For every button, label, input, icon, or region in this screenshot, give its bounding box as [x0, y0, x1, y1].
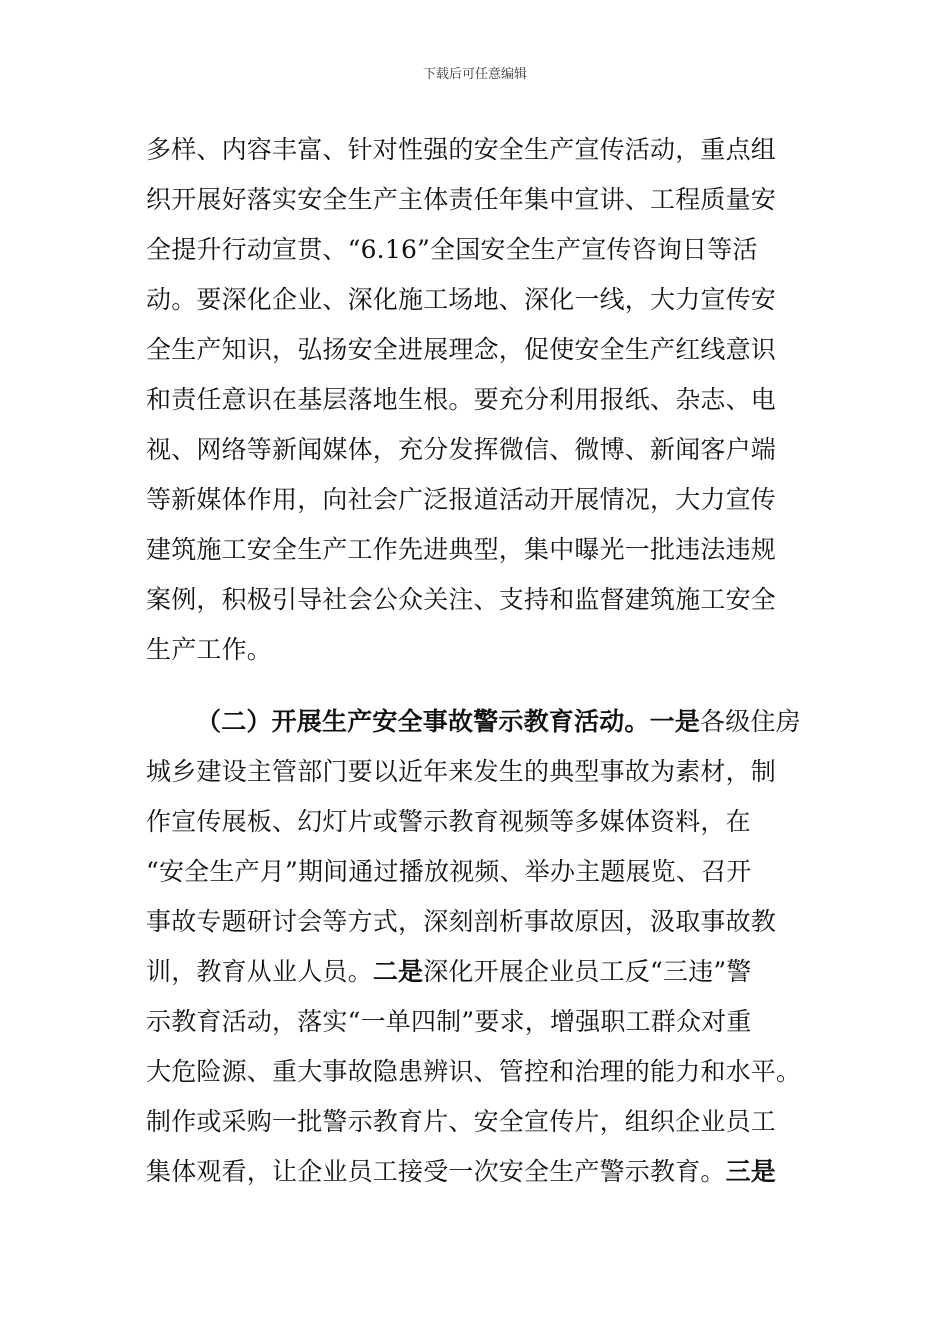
paragraph-text: 各级住房	[700, 707, 801, 736]
paragraph-line: 织开展好落实安全生产主体责任年集中宣讲、工程质量安	[146, 185, 777, 214]
paragraph-text: 集体观看，让企业员工接受一次安全生产警示教育。	[146, 1157, 726, 1186]
paragraph-line: 制作或采购一批警示教育片、安全宣传片，组织企业员工	[146, 1107, 777, 1136]
paragraph-line: 作宣传展板、幻灯片或警示教育视频等多媒体资料，在	[146, 807, 751, 836]
paragraph-line: 案例，积极引导社会公众关注、支持和监督建筑施工安全	[146, 585, 777, 614]
paragraph-line: 多样、内容丰富、针对性强的安全生产宣传活动，重点组	[146, 135, 777, 164]
point-marker: 三是	[725, 1157, 777, 1186]
paragraph-line: 示教育活动，落实“一单四制”要求，增强职工群众对重	[146, 1007, 752, 1036]
paragraph-line: “安全生产月”期间通过播放视频、举办主题展览、召开	[146, 857, 752, 886]
section-heading-line	[196, 706, 801, 738]
paragraph-line: 事故专题研讨会等方式，深刻剖析事故原因，汲取事故教	[146, 907, 777, 936]
paragraph-line: 大危险源、重大事故隐患辨识、管控和治理的能力和水平。	[146, 1057, 802, 1086]
paragraph-line: 生产工作。	[146, 635, 273, 664]
point-marker: 一是	[649, 707, 701, 736]
paragraph-text: 深化开展企业员工反“三违”警	[423, 957, 752, 986]
paragraph-line: 全提升行动宣贯、“6.16”全国安全生产宣传咨询日等活	[146, 235, 758, 264]
paragraph-line: 城乡建设主管部门要以近年来发生的典型事故为素材，制	[146, 757, 777, 786]
paragraph-text: 训，教育从业人员。	[146, 957, 373, 986]
section-heading: （二）开展生产安全事故警示教育活动。	[196, 707, 650, 736]
paragraph-line: 全生产知识，弘扬安全进展理念，促使安全生产红线意识	[146, 335, 777, 364]
paragraph-line	[146, 1156, 776, 1188]
page-header: 下载后可任意编辑	[422, 67, 527, 82]
paragraph-line: 和责任意识在基层落地生根。要充分利用报纸、杂志、电	[146, 385, 777, 414]
paragraph-line: 动。要深化企业、深化施工场地、深化一线，大力宣传安	[146, 285, 777, 314]
paragraph-line	[146, 956, 752, 988]
paragraph-line: 等新媒体作用，向社会广泛报道活动开展情况，大力宣传	[146, 485, 777, 514]
paragraph-line: 视、网络等新闻媒体，充分发挥微信、微博、新闻客户端	[146, 435, 777, 464]
paragraph-line: 建筑施工安全生产工作先进典型，集中曝光一批违法违规	[146, 535, 777, 564]
point-marker: 二是	[372, 957, 424, 986]
